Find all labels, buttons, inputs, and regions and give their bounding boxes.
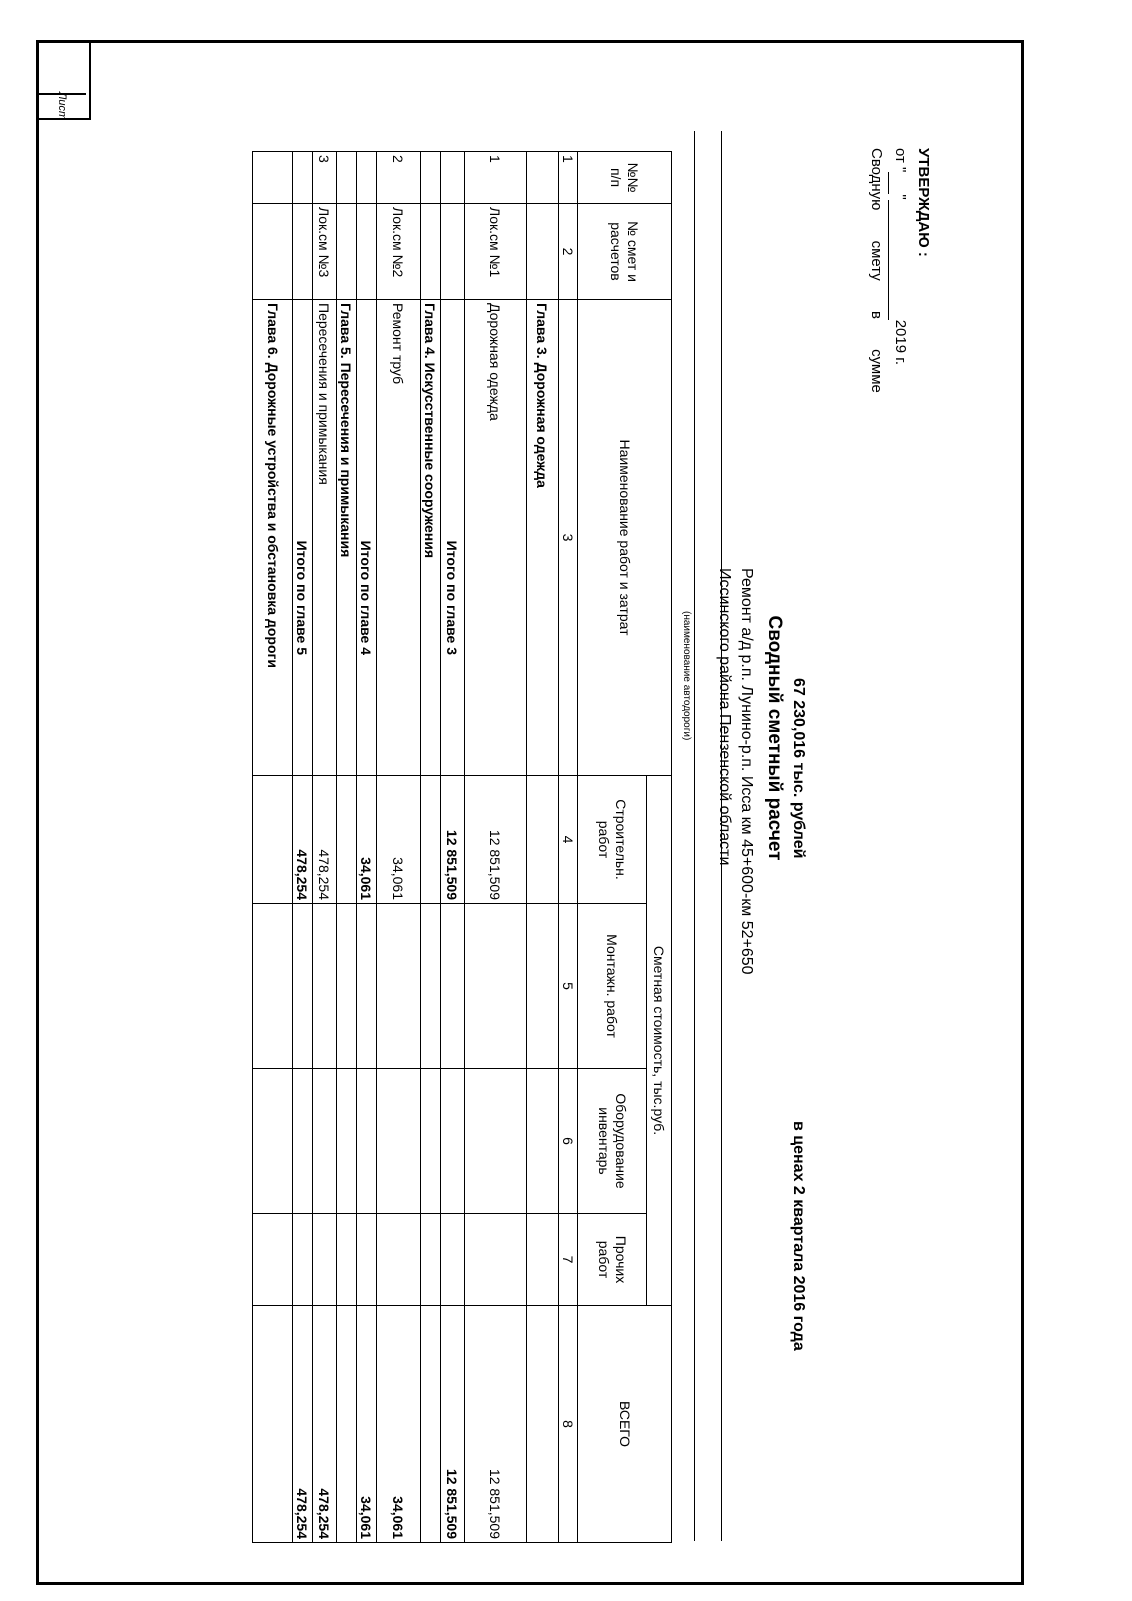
header-row-1 xyxy=(647,152,672,1543)
sheet-label: Лист xyxy=(56,91,68,121)
chapter-subtotal: Итого по главе 3 xyxy=(441,300,465,776)
chapter-heading: Глава 3. Дорожная одежда xyxy=(527,300,559,776)
col-header-construction: Строительн. работ xyxy=(578,776,647,904)
col-number: 7 xyxy=(559,1214,578,1306)
chapter-heading: Глава 5. Пересечения и примыкания xyxy=(337,300,357,776)
col-number: 5 xyxy=(559,904,578,1069)
estimate-table xyxy=(252,151,672,1543)
col-number: 4 xyxy=(559,776,578,904)
col-header-name: Наименование работ и затрат xyxy=(578,300,672,776)
col-number: 2 xyxy=(559,204,578,300)
object-caption: (наименование автодороги) xyxy=(681,611,692,741)
col-header-num: №№ п/п xyxy=(578,152,672,204)
document-title: Сводный сметный расчет xyxy=(764,615,785,861)
table-row xyxy=(337,152,357,1543)
chapter-heading: Глава 6. Дорожные устройства и обстановка дороги xyxy=(253,300,293,776)
table-row: 3 Лок.см №3 Пересечения и примыкания 478,254 478,254 xyxy=(313,152,337,1543)
col-number: 1 xyxy=(559,152,578,204)
approval-date-line: от ""2019 г. xyxy=(889,148,912,393)
col-header-mounting: Монтажн. работ xyxy=(578,904,647,1069)
col-header-total: ВСЕГО xyxy=(578,1306,672,1543)
approval-year: 2019 г. xyxy=(891,319,909,366)
total-amount: 67 230,016 тыс. рублей xyxy=(790,678,807,859)
col-header-group: Сметная стоимость, тыс.руб. xyxy=(647,776,672,1306)
table-row: Итого по главе 4 34,061 34,061 xyxy=(357,152,377,1543)
chapter-subtotal: Итого по главе 5 xyxy=(293,300,313,776)
column-numbers-row xyxy=(559,152,578,1543)
table-row xyxy=(253,152,293,1543)
table-row xyxy=(421,152,441,1543)
col-number: 6 xyxy=(559,1069,578,1214)
table-row xyxy=(527,152,559,1543)
object-line-2: Иссинского района Пензенской области xyxy=(716,568,734,866)
day-blank[interactable] xyxy=(889,172,890,194)
approval-title: УТВЕРЖДАЮ : xyxy=(915,148,932,257)
approval-sum-line: Сводную смету в сумме xyxy=(868,148,886,393)
price-level: в ценах 2 квартала 2016 года xyxy=(790,1121,807,1351)
col-header-equipment: Оборудование инвентарь xyxy=(578,1069,647,1214)
col-header-smeta: № смет и расчетов xyxy=(578,204,672,300)
table-row: Итого по главе 5 478,254 478,254 xyxy=(293,152,313,1543)
object-line-1: Ремонт а/д р.п. Лунино-р.п. Исса км 45+600-км 52+650 xyxy=(738,568,755,975)
object-underline-1 xyxy=(721,131,722,1541)
approval-block xyxy=(865,148,935,393)
table-row: Итого по главе 3 12 851,509 12 851,509 xyxy=(441,152,465,1543)
col-number: 3 xyxy=(559,300,578,776)
month-blank[interactable] xyxy=(889,200,890,320)
table-row: 1 Лок.см №1 Дорожная одежда 12 851,509 12 851,509 xyxy=(465,152,527,1543)
table-row: 2 Лок.см №2 Ремонт труб 34,061 34,061 xyxy=(377,152,421,1543)
col-number: 8 xyxy=(559,1306,578,1543)
rotated-document xyxy=(65,63,935,1593)
col-header-other: Прочих работ xyxy=(578,1214,647,1306)
object-underline-2 xyxy=(694,131,695,1541)
chapter-subtotal: Итого по главе 4 xyxy=(357,300,377,776)
chapter-heading: Глава 4. Искусственные сооружения xyxy=(421,300,441,776)
